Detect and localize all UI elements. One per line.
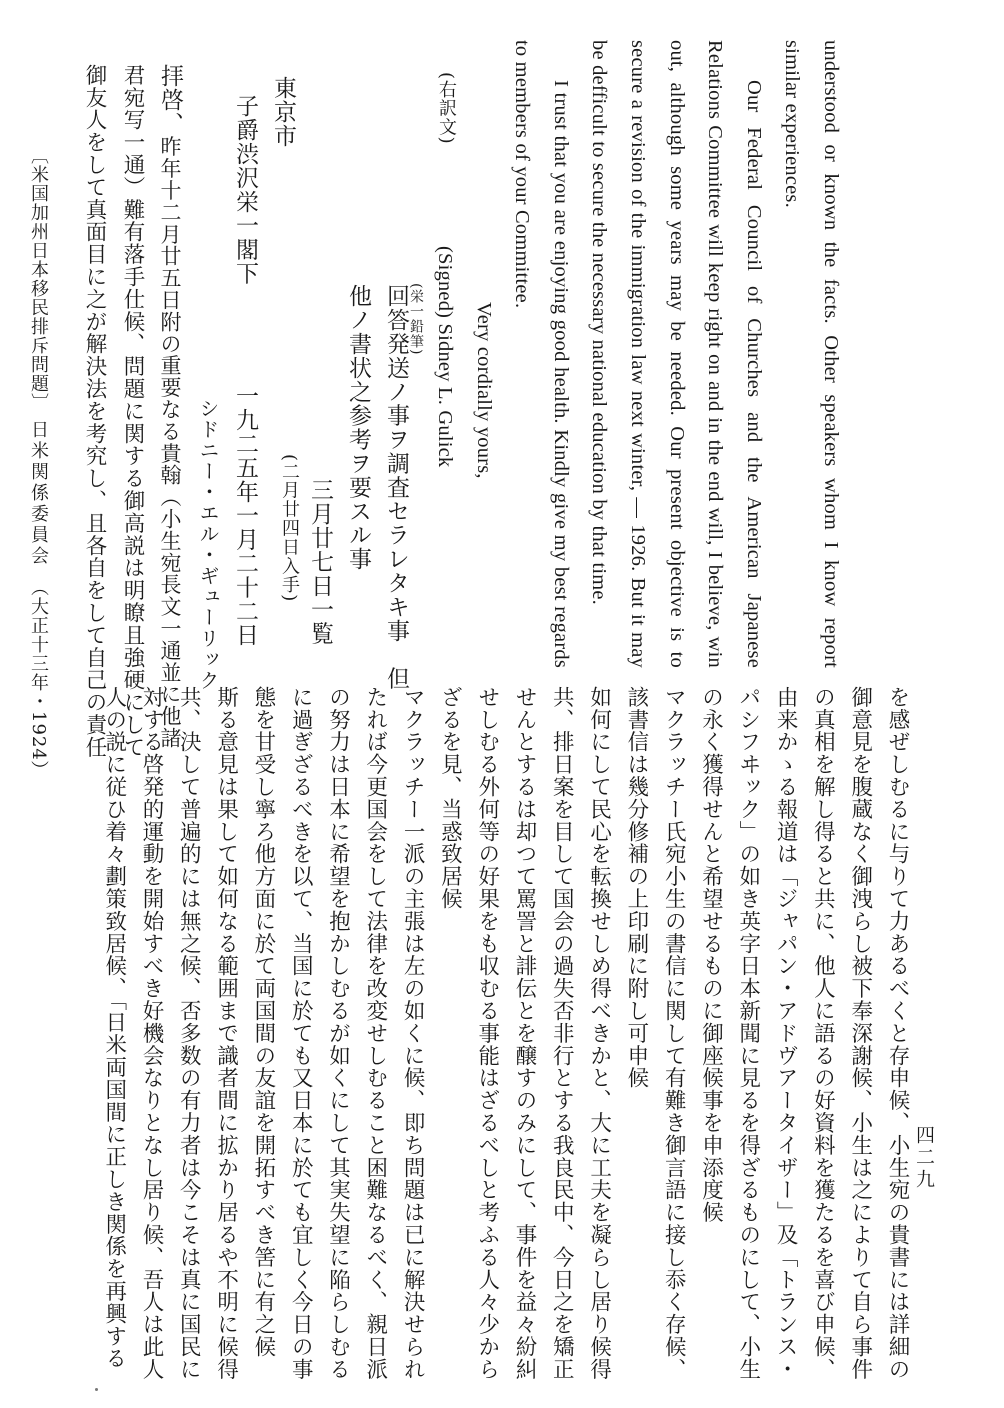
- section-title: 〔米国加州日本移民排斥問題〕: [28, 146, 49, 412]
- text-column: の永く獲得せんと希望せるものに御座候事を申添度候: [698, 686, 724, 1224]
- text-column: 人の説に従ひ着々劃策致居候、「日米両国間に正しき関係を再興する: [101, 686, 127, 1370]
- letter-body-line-1-text: 昨年十二月廿五日附の重要なる貴翰（小生宛長文一通並に他諸: [158, 135, 182, 749]
- english-closing: Very cordially yours,: [472, 302, 495, 479]
- letter-body-line-2: 君宛写一通）難有落手仕候、問題に関する御高説は明瞭且強硬にして: [120, 64, 145, 759]
- text-column: 態を甘受し寧ろ他方面に於て両国間の友誼を開拓すべき筈に有之候: [250, 686, 276, 1358]
- salutation: 拝啓、: [157, 64, 183, 136]
- text-column: 共、排日案を目して国会の過失否非行とする我良民中、今日之を矯正: [549, 686, 575, 1381]
- scan-speck: [95, 1388, 98, 1391]
- english-paragraph-2: Our Federal Council of Churches and the American Japanese Relations Committee will keep right on and in the end will, I believe, win out, although some years may be needed. Our present objective is to secure a revision of the immigration law next winter, — 1926. But it may be defficult to secure the necessary national education by that time.: [588, 40, 765, 668]
- text-column: 如何にして民心を転換せしめ得べきかと、大に工夫を凝らし居り候得: [586, 686, 612, 1381]
- date-viewed: 三月廿七日一覧: [307, 478, 333, 646]
- translation-label: (右訳文): [436, 72, 457, 145]
- text-column: マクラッチー氏宛小生の書信に関して有難き御言語に接し忝く存候、: [661, 686, 687, 1381]
- sender-name: シドニー・エル・ギューリック: [196, 398, 220, 691]
- text-column: 対する啓発的運動を開始すべき好機会なりとなし居り候、吾人は此人: [139, 686, 164, 1381]
- text-column: たれば今更国会をして法律を改変せしむること困難なるべく、親日派: [362, 686, 388, 1381]
- note-line-1: 回答発送ノ事ヲ調査セラレタキ事 但: [383, 284, 409, 691]
- english-signature: (Signed) Sidney L. Gulick: [434, 246, 457, 468]
- text-column: に過ぎざるべきを以て、当国に於ても又日本に於ても宜しく今日の事: [288, 686, 314, 1381]
- text-column: の真相を解し得ると共に、他人に語るの好資料を獲たるを喜び申候、: [810, 686, 836, 1381]
- text-column: マクラッチー一派の主張は左の如くに候、即ち問題は已に解決せられ: [400, 686, 426, 1381]
- text-column: を感ぜしむるに与りて力あるべくと存申候、小生宛の貴書には詳細の: [885, 686, 910, 1381]
- text-column: パシフヰック」の如き英字日本新聞に見るを得ざるものにして、小生: [735, 686, 761, 1381]
- text-column: ざるを見、当惑致居候: [437, 686, 463, 910]
- page-number: 四二九: [913, 1125, 935, 1191]
- letter-body-line-3: 御友人をして真面目に之が解決法を考究し、且各自をして自己の責任: [82, 64, 107, 759]
- text-column: 斯る意見は果して如何なる範囲まで識者間に拡かり居るや不明に候得: [213, 686, 239, 1381]
- letter-body-line-1: [151, 64, 189, 749]
- date-received: (二月廿四日入手): [279, 454, 300, 603]
- text-column: せんとするは却つて罵詈と誹伝とを醸すのみにして、事件を益々紛糾: [512, 686, 537, 1381]
- english-letter-block: [425, 40, 850, 668]
- pencil-annotation: (栄一鉛筆): [408, 283, 424, 356]
- addressee: 子爵渋沢栄一閣下: [232, 94, 258, 286]
- place-tokyo: 東京市: [270, 76, 296, 148]
- text-column: 共、決して普遍的には無之候、否多数の有力者は今こそは真に国民に: [176, 686, 202, 1381]
- text-column: 該書信は幾分修補の上印刷に附し可申候: [623, 686, 649, 1090]
- text-column: の努力は日本に希望を抱かしむるが如くにして其実失望に陥らしむる: [325, 686, 351, 1381]
- year-label: （大正十三年・1924）: [28, 578, 49, 780]
- note-line-2: 他ノ書状之参考ヲ要スル事: [345, 284, 371, 571]
- letter-date: 一九二五年一月二十二日: [232, 384, 258, 647]
- text-column: せしむる外何等の好果をも収むる事能はざるべしと考ふる人々少から: [474, 686, 500, 1381]
- text-column: 由来かゝる報道は「ジャパン・アドヴアータイザー」及「トランス・: [773, 686, 799, 1381]
- text-column: 御意見を腹蔵なく御洩らし被下奉深謝候、小生は之によりて自ら事件: [847, 686, 873, 1381]
- english-paragraph-3: I trust that you are enjoying good health. Kindly give my best regards to members of your Committee.: [511, 40, 572, 668]
- english-paragraph-1: understood or known the facts. Other speakers whom I know report similar experiences.: [781, 40, 842, 668]
- committee-name: 日米関係委員会: [28, 420, 49, 567]
